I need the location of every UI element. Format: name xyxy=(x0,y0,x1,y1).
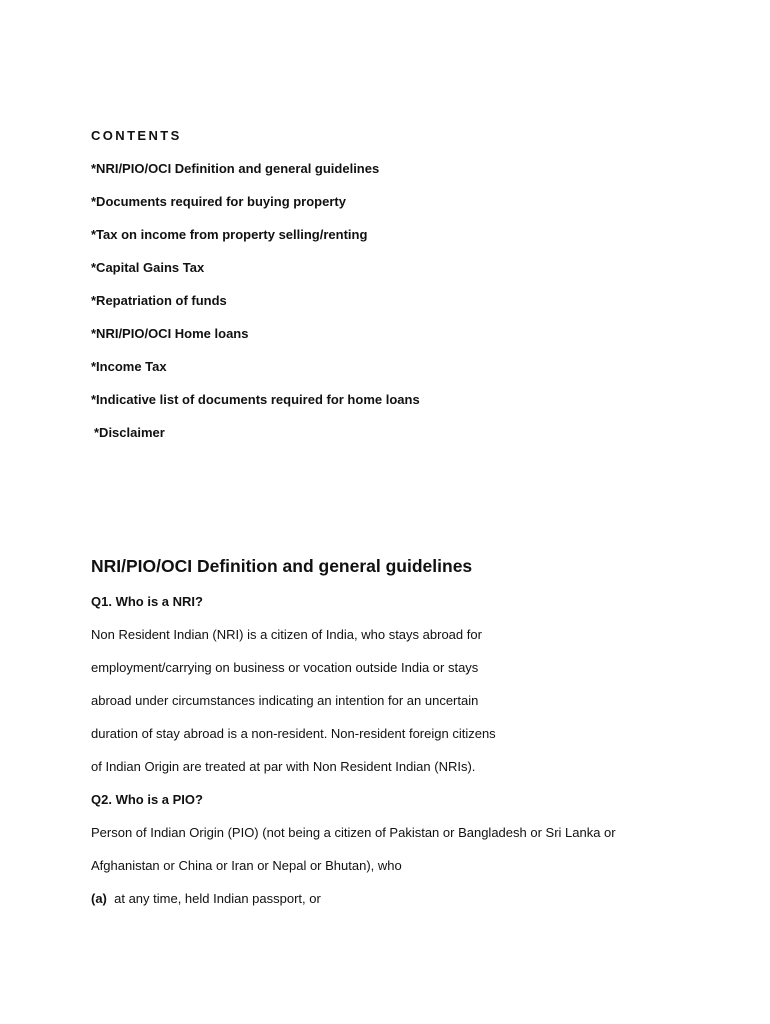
clause-text: at any time, held Indian passport, or xyxy=(114,891,321,906)
paragraph-line: abroad under circumstances indicating an intention for an uncertain xyxy=(91,693,479,708)
section-heading: NRI/PIO/OCI Definition and general guidelines xyxy=(91,556,473,576)
question-heading: Q1. Who is a NRI? xyxy=(91,594,203,609)
contents-item: *Repatriation of funds xyxy=(91,293,227,308)
contents-item: *NRI/PIO/OCI Home loans xyxy=(91,326,249,341)
paragraph-line: duration of stay abroad is a non-resident. Non-resident foreign citizens xyxy=(91,726,496,741)
contents-item: *Documents required for buying property xyxy=(91,194,346,209)
paragraph-line: Non Resident Indian (NRI) is a citizen of India, who stays abroad for xyxy=(91,627,482,642)
contents-item: *Tax on income from property selling/renting xyxy=(91,227,368,242)
contents-item: *Disclaimer xyxy=(94,425,165,440)
paragraph-line: Afghanistan or China or Iran or Nepal or Bhutan), who xyxy=(91,858,402,873)
clause-line xyxy=(91,891,321,907)
clause-tag: (a) xyxy=(91,891,107,906)
contents-item: *Capital Gains Tax xyxy=(91,260,205,275)
question-heading: Q2. Who is a PIO? xyxy=(91,792,203,807)
paragraph-line: employment/carrying on business or vocation outside India or stays xyxy=(91,660,479,675)
paragraph-line: Person of Indian Origin (PIO) (not being a citizen of Pakistan or Bangladesh or Sri Lanka or xyxy=(91,825,616,840)
contents-title: CONTENTS xyxy=(91,128,182,143)
contents-item: *Indicative list of documents required for home loans xyxy=(91,392,420,407)
contents-item: *NRI/PIO/OCI Definition and general guidelines xyxy=(91,161,380,176)
paragraph-line: of Indian Origin are treated at par with Non Resident Indian (NRIs). xyxy=(91,759,476,774)
contents-item: *Income Tax xyxy=(91,359,167,374)
